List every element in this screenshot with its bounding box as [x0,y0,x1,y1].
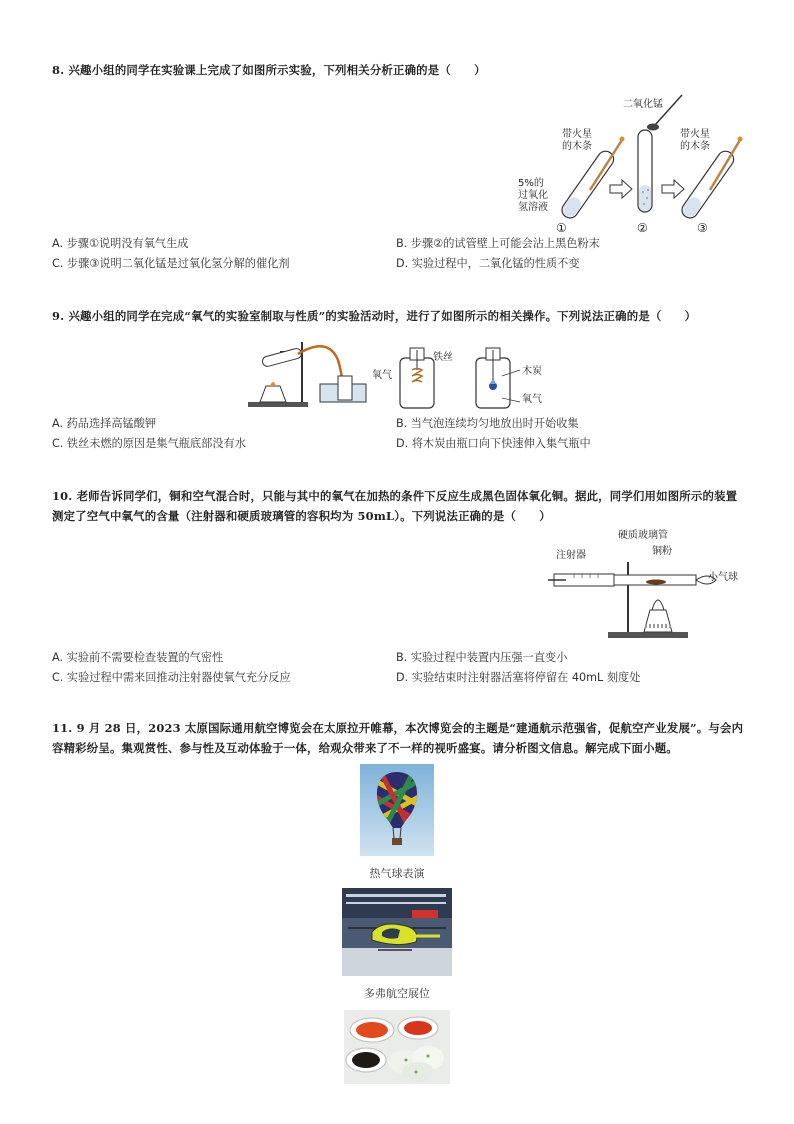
arrow-right-icon [662,180,684,198]
label-oxygen-2: 氧气 [522,394,542,405]
label-splint-1: 带火星 的木条 [562,129,592,152]
label-tube: 硬质玻璃管 [618,530,668,541]
q8-option-b[interactable]: B. 步骤②的试管壁上可能会沾上黑色粉末 [396,237,600,250]
label-step-3: ③ [697,221,708,235]
flame-icon [652,600,664,610]
label-mno2: 二氧化锰 [623,99,663,110]
q8-option-c[interactable]: C. 步骤③说明二氧化锰是过氧化氢分解的催化剂 [52,257,290,270]
label-step-2: ② [637,221,648,235]
q8-option-d[interactable]: D. 实验过程中，二氧化锰的性质不变 [396,257,580,270]
balloon-photo [360,764,434,856]
q10-option-d[interactable]: D. 实验结束时注射器活塞将停留在 40mL 刻度处 [396,671,641,684]
q10-figure [548,528,748,644]
label-copper: 铜粉 [652,546,672,557]
arrow-right-icon [610,180,632,198]
copper-powder-icon [646,580,666,585]
caption-balloon: 热气球表演 [369,867,425,880]
q10-option-a[interactable]: A. 实验前不需要检查装置的气密性 [52,651,224,664]
flame-icon [270,382,276,386]
label-h2o2: 5%的 过氧化 氢溶液 [518,178,548,213]
label-charcoal: 木炭 [522,366,542,377]
q9-option-d[interactable]: D. 将木炭由瓶口向下快速伸入集气瓶中 [396,437,591,450]
q8-figure [510,90,750,240]
q9-figure [240,336,560,412]
q9-option-a[interactable]: A. 药品选择高锰酸钾 [52,417,157,430]
q8-option-a[interactable]: A. 步骤①说明没有氧气生成 [52,237,189,250]
q9-stem: 9. 兴趣小组的同学在完成“氧气的实验室制取与性质”的实验活动时，进行了如图所示的相关操作。下列说法正确的是（ ） [52,309,697,323]
q9-option-c[interactable]: C. 铁丝未燃的原因是集气瓶底部没有水 [52,437,246,450]
q11-stem: 11. 9 月 28 日，2023 太原国际通用航空博览会在太原拉开帷幕，本次博览会的主题是“建通航示范强省，促航空产业发展”。与会内容精彩纷呈。集观赏性、参与性及互动体验于一体，给观众带来了不一样的视听盛宴。请分析图文信息。解完成下面小题。 [52,721,744,755]
q10-stem: 10. 老师告诉同学们，铜和空气混合时，只能与其中的氧气在加热的条件下反应生成黑色固体氧化铜。据此，同学们用如图所示的装置测定了空气中氧气的含量（注射器和硬质玻璃管的容积均为 50mL）。下列说法正确的是（ ） [52,489,738,523]
q8-stem: 8. 兴趣小组的同学在实验课上完成了如图所示实验，下列相关分析正确的是（ ） [52,63,486,77]
caption-aviation: 多弗航空展位 [364,987,430,1000]
q9-option-b[interactable]: B. 当气泡连续均匀地放出时开始收集 [396,417,579,430]
label-iron: 铁丝 [433,352,453,363]
aviation-booth-photo [342,888,452,976]
label-syringe: 注射器 [556,550,586,561]
label-step-1: ① [556,221,567,235]
food-photo [344,1010,450,1084]
q10-option-c[interactable]: C. 实验过程中需来回推动注射器使氧气充分反应 [52,671,291,684]
label-splint-2: 带火星 的木条 [680,129,710,152]
label-balloon: 小气球 [708,572,738,583]
label-oxygen-1: 氧气 [372,370,392,381]
q10-option-b[interactable]: B. 实验过程中装置内压强一直变小 [396,651,568,664]
